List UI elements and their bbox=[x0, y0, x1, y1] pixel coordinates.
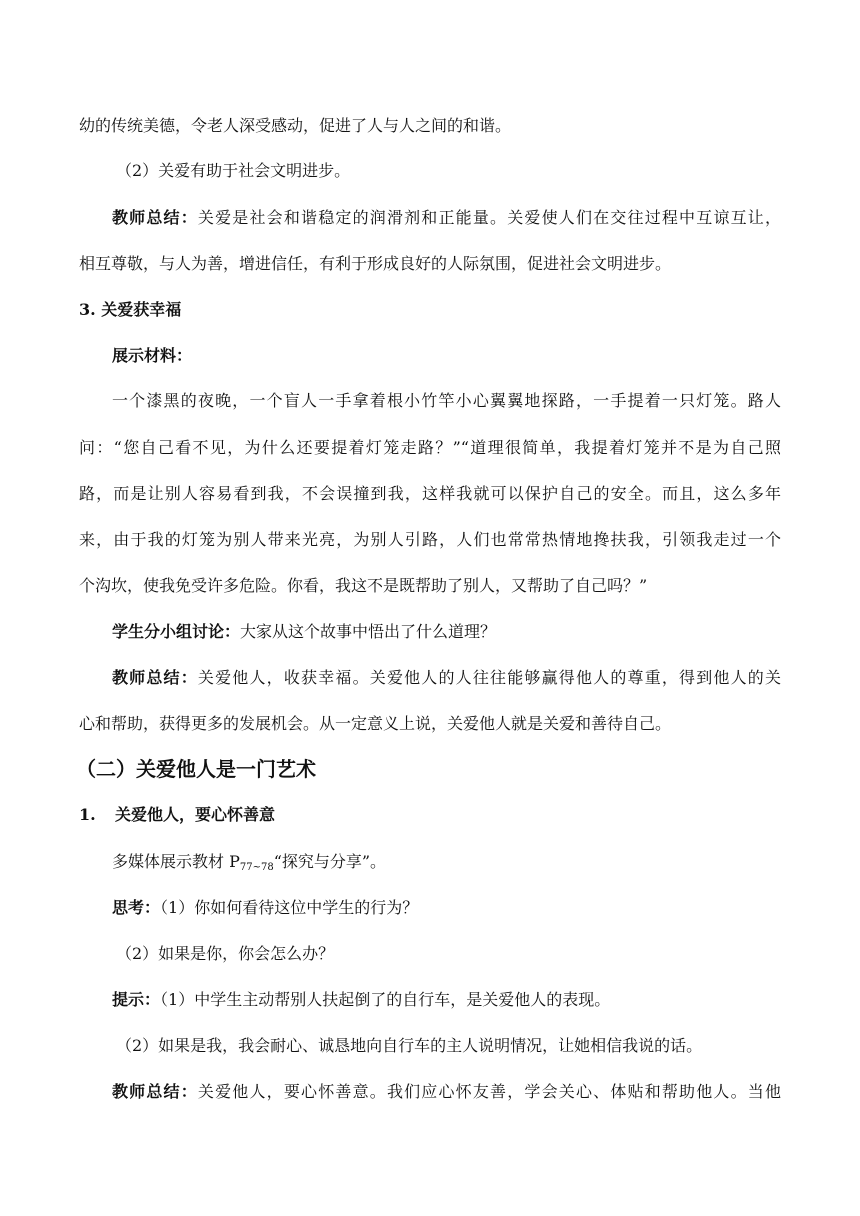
paragraph-line: 教师总结：关爱他人，要心怀善意。我们应心怀友善，学会关心、体贴和帮助他人。当他 bbox=[112, 1082, 781, 1101]
paragraph-line: 幼的传统美德，令老人深受感动，促进了人与人之间的和谐。 bbox=[79, 116, 512, 135]
paragraph-line: 教师总结：关爱他人，收获幸福。关爱他人的人往往能够赢得他人的尊重，得到他人的关 bbox=[112, 668, 781, 687]
paragraph-line: 思考：（1）你如何看待这位中学生的行为？ bbox=[112, 898, 419, 917]
section-heading-2: （二）关爱他人是一门艺术 bbox=[76, 757, 316, 781]
paragraph-line: 路，而是让别人容易看到我，不会误撞到我，这样我就可以保护自己的安全。而且，这么多年 bbox=[79, 484, 781, 503]
paragraph-line: （2）关爱有助于社会文明进步。 bbox=[116, 161, 351, 180]
think-label: 思考： bbox=[112, 898, 161, 917]
teacher-summary-label: 教师总结： bbox=[112, 208, 198, 227]
subsection-heading-1: 1. 关爱他人，要心怀善意 bbox=[79, 805, 276, 824]
paragraph-line: （2）如果是你，你会怎么办？ bbox=[116, 944, 335, 963]
paragraph-line: 一个漆黑的夜晚，一个盲人一手拿着根小竹竿小心翼翼地探路，一手提着一只灯笼。路人 bbox=[112, 391, 781, 410]
group-discussion-label: 学生分小组讨论： bbox=[112, 622, 241, 641]
section-heading-3: 3. 关爱获幸福 bbox=[79, 300, 182, 319]
paragraph-line: 多媒体展示教材 $P_{77\sim 78}“$探究与分享”。 bbox=[112, 852, 387, 873]
page-range-subscript: 77~78 bbox=[239, 862, 274, 873]
paragraph-line: （2）如果是我，我会耐心、诚恳地向自行车的主人说明情况，让她相信我说的话。 bbox=[116, 1036, 703, 1055]
paragraph-line: 学生分小组讨论：大家从这个故事中悟出了什么道理？ bbox=[112, 622, 497, 641]
paragraph-line: 个沟坎，使我免受许多危险。你看，我这不是既帮助了别人，又帮助了自己吗？” bbox=[79, 576, 648, 595]
paragraph-line: 提示：（1）中学生主动帮别人扶起倒了的自行车，是关爱他人的表现。 bbox=[112, 990, 611, 1009]
show-material-label: 展示材料： bbox=[112, 346, 193, 365]
paragraph-line: 心和帮助，获得更多的发展机会。从一定意义上说，关爱他人就是关爱和善待自己。 bbox=[79, 714, 672, 733]
paragraph-line: 问：“您自己看不见，为什么还要提着灯笼走路？”“道理很简单，我提着灯笼并不是为自己照 bbox=[79, 438, 781, 457]
paragraph-line: 教师总结：关爱是社会和谐稳定的润滑剂和正能量。关爱使人们在交往过程中互谅互让， bbox=[112, 208, 781, 227]
teacher-summary-label: 教师总结： bbox=[112, 668, 198, 687]
paragraph-line: 来，由于我的灯笼为别人带来光亮，为别人引路，人们也常常热情地搀扶我，引领我走过一个 bbox=[79, 530, 781, 549]
paragraph-line: 相互尊敬，与人为善，增进信任，有利于形成良好的人际氛围，促进社会文明进步。 bbox=[79, 254, 672, 273]
teacher-summary-label: 教师总结： bbox=[112, 1082, 198, 1101]
hint-label: 提示： bbox=[112, 990, 161, 1009]
